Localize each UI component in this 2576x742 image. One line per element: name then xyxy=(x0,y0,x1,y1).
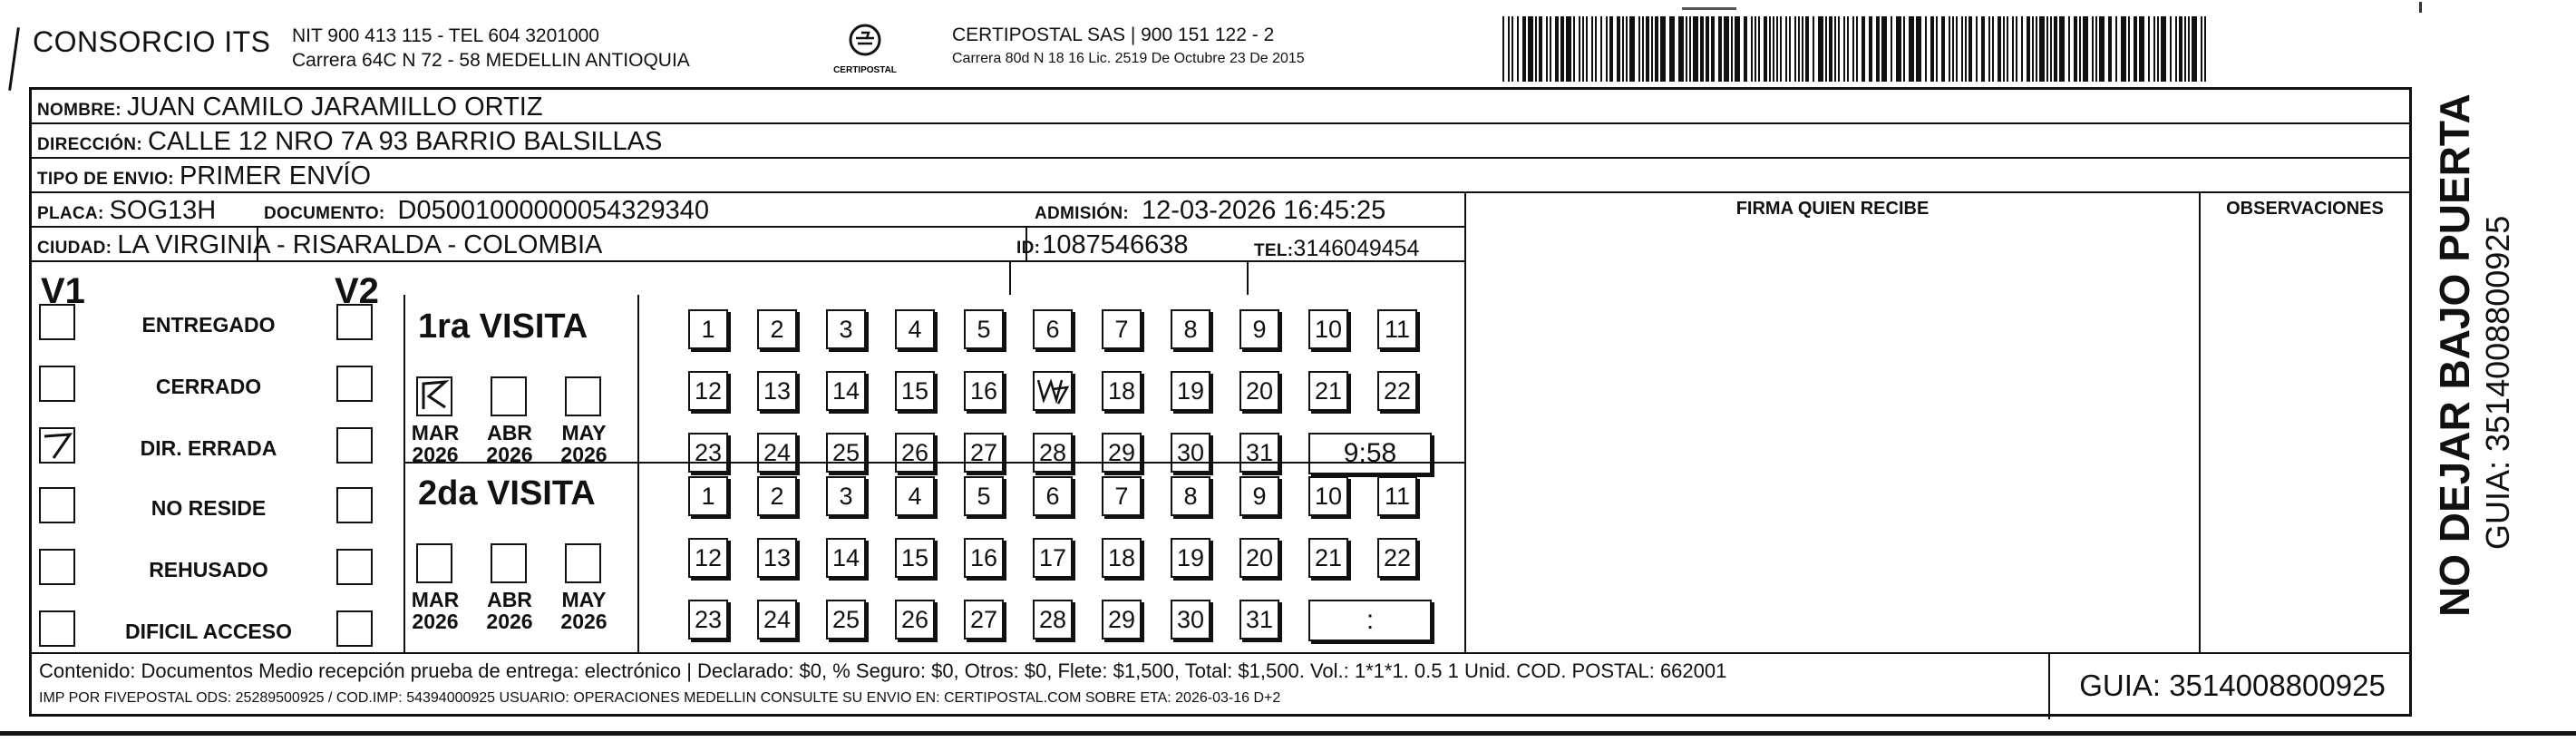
day-box[interactable]: 1 xyxy=(688,309,728,349)
no-dejar-warning: NO DEJAR BAJO PUERTA xyxy=(2431,93,2478,617)
month-name: ABR xyxy=(487,421,532,444)
day-box[interactable]: 13 xyxy=(757,538,797,578)
day-box[interactable]: 25 xyxy=(826,433,866,473)
company-name: CONSORCIO ITS xyxy=(33,25,271,58)
day-box[interactable]: 5 xyxy=(964,309,1004,349)
nombre-value: JUAN CAMILO JARAMILLO ORTIZ xyxy=(126,93,543,122)
day-box[interactable]: 2 xyxy=(757,476,797,516)
day-box[interactable]: 22 xyxy=(1377,371,1417,411)
day-box[interactable]: 31 xyxy=(1239,433,1279,473)
tel-label: TEL: xyxy=(1254,241,1294,260)
day-box[interactable]: 23 xyxy=(688,600,728,639)
row-divider xyxy=(32,191,2409,193)
visit-title: 2da VISITA xyxy=(418,474,596,513)
nit-line: NIT 900 413 115 - TEL 604 3201000 xyxy=(292,25,599,46)
day-box[interactable]: 10 xyxy=(1308,309,1348,349)
month-checkbox[interactable] xyxy=(491,376,527,416)
day-box[interactable]: 31 xyxy=(1239,600,1279,639)
day-box[interactable]: 15 xyxy=(895,538,935,578)
month-label xyxy=(480,589,540,632)
v1-checkbox[interactable] xyxy=(39,487,75,523)
day-box[interactable]: 29 xyxy=(1102,433,1142,473)
day-box[interactable]: 20 xyxy=(1239,538,1279,578)
month-year: 2026 xyxy=(412,443,459,466)
month-checkbox[interactable] xyxy=(491,543,527,583)
v2-checkbox[interactable] xyxy=(336,366,373,402)
v1-checkbox[interactable] xyxy=(39,549,75,585)
logo-text: CERTIPOSTAL xyxy=(833,65,897,75)
v1-checkbox[interactable] xyxy=(39,427,75,464)
direccion-label: DIRECCIÓN: xyxy=(37,135,142,154)
v1-checkbox[interactable] xyxy=(39,610,75,647)
certipostal-address: Carrera 80d N 18 16 Lic. 2519 De Octubre 23 De 2015 xyxy=(952,51,1305,66)
ciudad-label: CIUDAD: xyxy=(37,239,112,258)
margin-dash xyxy=(1682,7,1736,10)
month-year: 2026 xyxy=(412,610,459,633)
day-box[interactable]: 26 xyxy=(895,433,935,473)
guia-footer: GUIA: 3514008800925 xyxy=(2048,652,2415,719)
day-box[interactable]: 18 xyxy=(1102,371,1142,411)
day-box[interactable]: 8 xyxy=(1171,309,1210,349)
id-value: 1087546638 xyxy=(1042,230,1189,259)
day-box[interactable]: 6 xyxy=(1033,476,1073,516)
margin-tick xyxy=(2419,2,2422,13)
day-box[interactable]: 28 xyxy=(1033,600,1073,639)
day-box[interactable]: 18 xyxy=(1102,538,1142,578)
month-label xyxy=(480,422,540,465)
day-box[interactable]: 20 xyxy=(1239,371,1279,411)
nombre-label: NOMBRE: xyxy=(37,101,122,120)
day-box[interactable]: 12 xyxy=(688,371,728,411)
day-box[interactable]: 22 xyxy=(1377,538,1417,578)
v2-header: V2 xyxy=(335,271,379,311)
placa-label: PLACA: xyxy=(37,204,104,223)
status-label: DIR. ERRADA xyxy=(140,436,277,460)
firma-header: FIRMA QUIEN RECIBE xyxy=(1735,199,1930,219)
day-box[interactable]: 3 xyxy=(826,309,866,349)
admision-field xyxy=(1035,197,1385,228)
day-box[interactable]: 11 xyxy=(1377,476,1417,516)
month-year: 2026 xyxy=(560,610,608,633)
status-label: REHUSADO xyxy=(149,558,268,581)
v1-header: V1 xyxy=(41,271,85,311)
status-label: ENTREGADO xyxy=(141,313,276,337)
day-box[interactable]: 25 xyxy=(826,600,866,639)
v2-checkbox[interactable] xyxy=(336,304,373,340)
month-label xyxy=(405,589,465,632)
day-box[interactable]: 26 xyxy=(895,600,935,639)
nombre-field xyxy=(37,93,543,124)
bottom-border xyxy=(0,731,2576,736)
certipostal-logo xyxy=(816,18,914,80)
firma-divider xyxy=(1464,191,1466,652)
day-box[interactable]: 2 xyxy=(757,309,797,349)
delivery-form xyxy=(29,87,2412,717)
month-name: MAY xyxy=(561,421,607,444)
day-box[interactable]: 17 xyxy=(1033,538,1073,578)
day-box[interactable]: 6 xyxy=(1033,309,1073,349)
v1-checkbox[interactable] xyxy=(39,366,75,402)
day-box[interactable]: 21 xyxy=(1308,371,1348,411)
month-name: MAR xyxy=(411,421,460,444)
tipo-envio-value: PRIMER ENVÍO xyxy=(179,161,372,190)
month-name: MAR xyxy=(411,588,460,611)
direccion-field xyxy=(37,128,662,159)
day-box[interactable]: 30 xyxy=(1171,600,1210,639)
month-checkbox[interactable] xyxy=(416,543,452,583)
month-checkbox[interactable] xyxy=(565,543,601,583)
v2-checkbox[interactable] xyxy=(336,610,373,647)
month-year: 2026 xyxy=(486,443,533,466)
ciudad-field xyxy=(37,231,602,262)
visit-time[interactable]: 9:58 xyxy=(1308,433,1432,474)
certipostal-name: CERTIPOSTAL SAS | 900 151 122 - 2 xyxy=(952,24,1275,45)
day-box[interactable]: 24 xyxy=(757,433,797,473)
id-divider xyxy=(1009,260,1011,295)
address-line: Carrera 64C N 72 - 58 MEDELLIN ANTIOQUIA xyxy=(292,50,690,71)
day-box[interactable]: 3 xyxy=(826,476,866,516)
day-box[interactable]: 14 xyxy=(826,538,866,578)
certipostal-info xyxy=(952,24,1305,71)
month-name: MAY xyxy=(561,588,607,611)
placa-value: SOG13H xyxy=(109,196,217,225)
status-label: NO RESIDE xyxy=(151,496,267,520)
day-box[interactable]: 27 xyxy=(964,600,1004,639)
day-box[interactable]: 19 xyxy=(1171,538,1210,578)
day-box[interactable]: 4 xyxy=(895,309,935,349)
day-box[interactable]: 15 xyxy=(895,371,935,411)
v2-checkbox[interactable] xyxy=(336,549,373,585)
day-box[interactable]: 27 xyxy=(964,433,1004,473)
side-guia: GUIA: 3514008800925 xyxy=(2479,215,2516,550)
barcode xyxy=(1501,16,2212,82)
day-box[interactable]: 29 xyxy=(1102,600,1142,639)
documento-value: D05001000000054329340 xyxy=(397,196,710,225)
day-box[interactable]: 14 xyxy=(826,371,866,411)
day-box[interactable]: 16 xyxy=(964,538,1004,578)
visit-title: 1ra VISITA xyxy=(418,308,588,346)
id-field xyxy=(1016,231,1189,262)
documento-field xyxy=(264,197,709,228)
day-box[interactable]: 30 xyxy=(1171,433,1210,473)
admision-label: ADMISIÓN: xyxy=(1035,204,1130,223)
id-label: ID: xyxy=(1016,239,1041,258)
month-year: 2026 xyxy=(560,443,608,466)
month-label xyxy=(405,422,465,465)
day-box[interactable]: 24 xyxy=(757,600,797,639)
day-box[interactable]: 8 xyxy=(1171,476,1210,516)
observaciones-divider xyxy=(2199,191,2201,652)
tipo-envio-label: TIPO DE ENVIO: xyxy=(37,170,174,189)
month-checkbox[interactable] xyxy=(416,376,452,416)
month-label xyxy=(554,589,614,632)
tel-divider xyxy=(1247,260,1249,295)
day-box[interactable]: 1 xyxy=(688,476,728,516)
day-box[interactable]: 5 xyxy=(964,476,1004,516)
contenido-line: Contenido: Documentos Medio recepción prueba de entrega: electrónico | Declarado: $0, % Seguro: $0, Otros: $0, Flete: $1,500, Total: $1,500. Vol.: 1*1*1. 0.5 1 Unid. COD. POSTAL: 662001 xyxy=(39,659,1727,682)
v2-checkbox[interactable] xyxy=(336,487,373,523)
month-name: ABR xyxy=(487,588,532,611)
observaciones-header: OBSERVACIONES xyxy=(2226,199,2384,219)
margin-stroke xyxy=(8,27,20,91)
day-box[interactable]: 21 xyxy=(1308,538,1348,578)
visit-title-divider xyxy=(637,295,639,652)
status-label: DIFICIL ACCESO xyxy=(124,620,292,643)
day-box[interactable]: 28 xyxy=(1033,433,1073,473)
visit-time[interactable]: : xyxy=(1308,600,1432,641)
status-label: CERRADO xyxy=(155,375,262,398)
direccion-value: CALLE 12 NRO 7A 93 BARRIO BALSILLAS xyxy=(147,127,663,156)
day-box[interactable]: 13 xyxy=(757,371,797,411)
admision-value: 12-03-2026 16:45:25 xyxy=(1142,196,1386,225)
company-info xyxy=(292,24,690,73)
day-box[interactable]: 19 xyxy=(1171,371,1210,411)
day-box[interactable]: 11 xyxy=(1377,309,1417,349)
day-box[interactable] xyxy=(1033,371,1073,411)
day-box[interactable]: 7 xyxy=(1102,309,1142,349)
day-box[interactable]: 12 xyxy=(688,538,728,578)
v2-checkbox[interactable] xyxy=(336,427,373,464)
tel-field xyxy=(1254,235,1419,265)
placa-field xyxy=(37,197,216,228)
month-year: 2026 xyxy=(486,610,533,633)
v1-checkbox[interactable] xyxy=(39,304,75,340)
tel-value: 3146049454 xyxy=(1293,236,1420,261)
month-label xyxy=(554,422,614,465)
day-box[interactable]: 23 xyxy=(688,433,728,473)
day-box[interactable]: 16 xyxy=(964,371,1004,411)
ciudad-value: LA VIRGINIA - RISARALDA - COLOMBIA xyxy=(117,230,603,259)
documento-label: DOCUMENTO: xyxy=(264,204,385,223)
day-box[interactable]: 9 xyxy=(1239,476,1279,516)
day-box[interactable]: 4 xyxy=(895,476,935,516)
day-box[interactable]: 9 xyxy=(1239,309,1279,349)
tipo-envio-field xyxy=(37,162,371,193)
imp-line: IMP POR FIVEPOSTAL ODS: 25289500925 / COD.IMP: 54394000925 USUARIO: OPERACIONES MEDELLIN CONSULTE SU ENVIO EN: CERTIPOSTAL.COM SOBRE ETA: 2026-03-16 D+2 xyxy=(39,690,1281,706)
day-box[interactable]: 7 xyxy=(1102,476,1142,516)
day-box[interactable]: 10 xyxy=(1308,476,1348,516)
month-checkbox[interactable] xyxy=(565,376,601,416)
